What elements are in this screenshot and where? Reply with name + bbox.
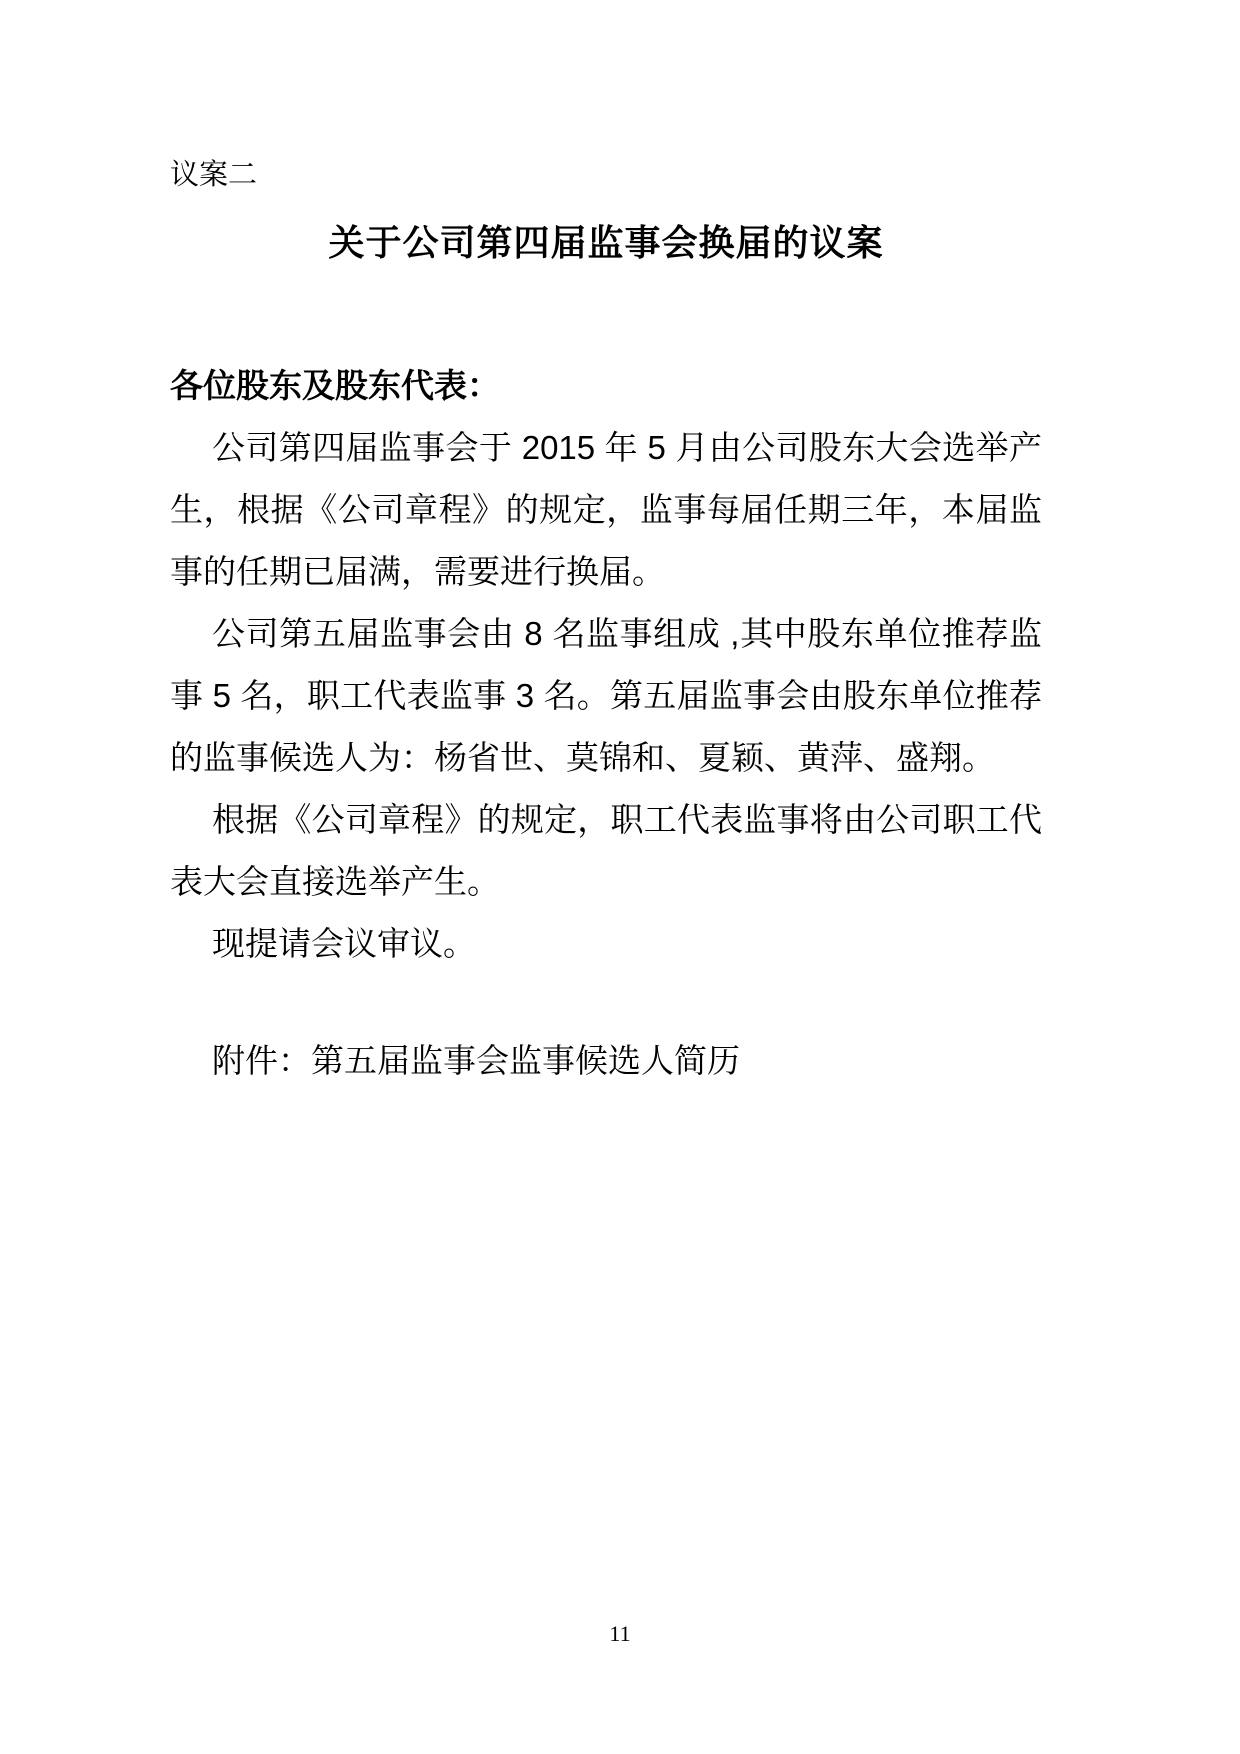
body-paragraph: 现提请会议审议。 bbox=[212, 925, 476, 962]
document-body bbox=[170, 355, 1042, 975]
body-paragraph: 公司第五届监事会由 8 名监事组成 ,其中股东单位推荐监事 5 名，职工代表监事 3 名。第五届监事会由股东单位推荐的监事候选人为：杨省世、莫锦和、夏颖、黄萍、盛翔。 bbox=[170, 615, 1042, 776]
salutation-line: 各位股东及股东代表： bbox=[170, 367, 500, 404]
document-title: 关于公司第四届监事会换届的议案 bbox=[328, 222, 884, 263]
proposal-label: 议案二 bbox=[170, 159, 258, 191]
document-content bbox=[170, 0, 1042, 1092]
body-paragraph: 公司第四届监事会于 2015 年 5 月由公司股东大会选举产生，根据《公司章程》的规定，监事每届任期三年，本届监事的任期已届满，需要进行换届。 bbox=[170, 429, 1042, 590]
attachment-note: 附件：第五届监事会监事候选人简历 bbox=[212, 1042, 740, 1079]
page-number: 11 bbox=[609, 1621, 631, 1646]
body-paragraph: 根据《公司章程》的规定，职工代表监事将由公司职工代表大会直接选举产生。 bbox=[170, 801, 1042, 900]
